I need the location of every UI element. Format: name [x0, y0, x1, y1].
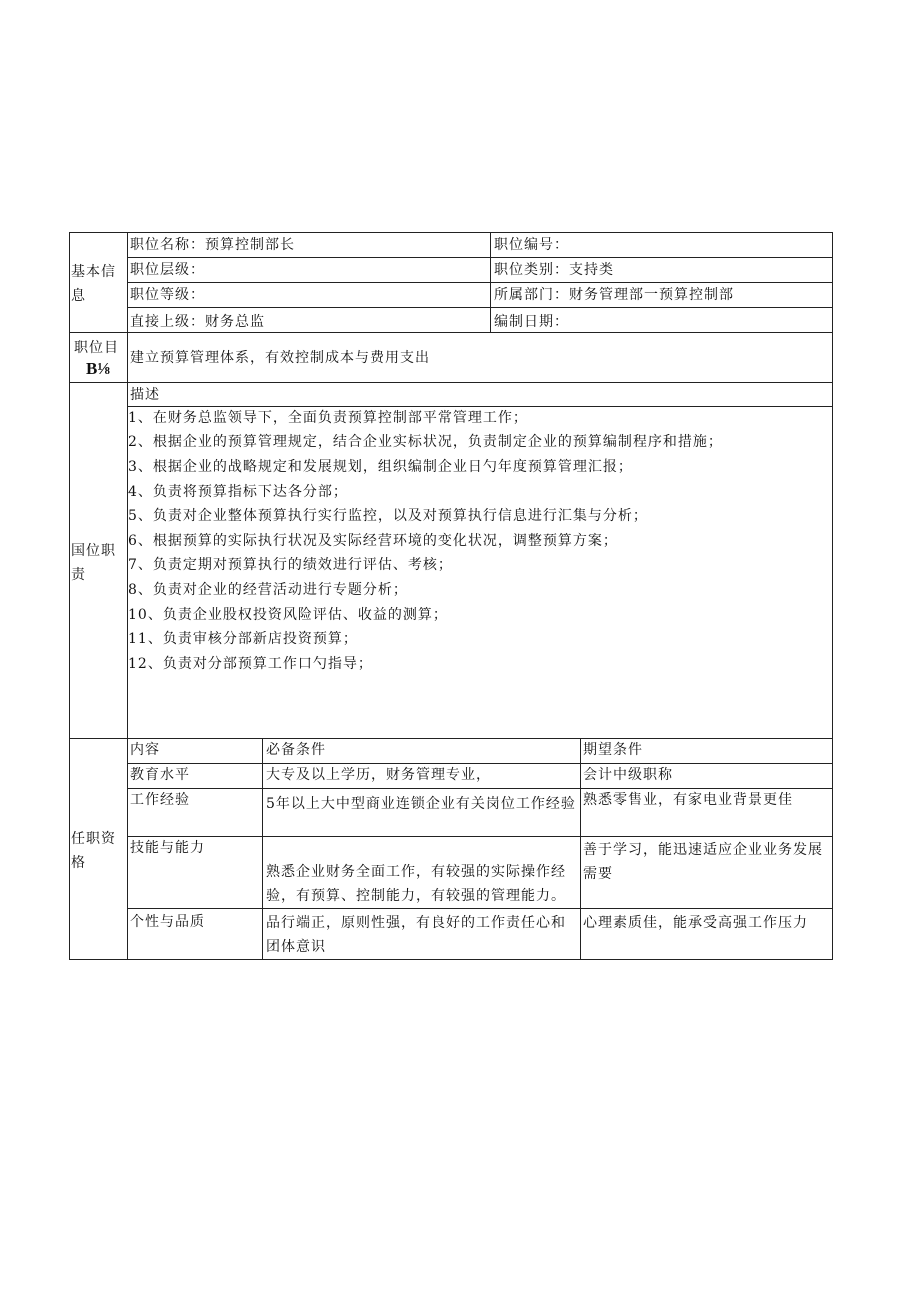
direct-superior: 直接上级：财务总监	[130, 314, 265, 330]
duty-item: 4、负责将预算指标下达各分部；	[128, 484, 348, 500]
position-grade: 职位等级：	[130, 287, 205, 303]
compile-date: 编制日期：	[494, 314, 569, 330]
duties-label: 国位职责	[71, 543, 116, 583]
objective-label-glyph: B⅛	[86, 359, 111, 378]
duty-item: 1、在财务总监领导下，全面负责预算控制部平常管理工作；	[128, 410, 528, 426]
duty-item: 10、负责企业股权投资风险评估、收益的测算；	[128, 607, 448, 623]
duty-item: 5、负责对企业整体预算执行实行监控，以及对预算执行信息进行汇集与分析；	[128, 508, 648, 524]
qualifications-label: 任职资格	[71, 831, 116, 871]
objective-text: 建立预算管理体系，有效控制成本与费用支出	[130, 350, 430, 366]
duty-item: 7、负责定期对预算执行的绩效进行评估、考核；	[128, 557, 453, 573]
position-category: 职位类别：支持类	[494, 262, 614, 278]
duty-item: 3、根据企业的战略规定和发展规划，组织编制企业日勺年度预算管理汇报；	[128, 459, 633, 475]
duty-item: 11、负责审核分部新店投资预算；	[128, 631, 358, 647]
qual-required: 品行端正，原则性强，有良好的工作责任心和团体意识	[266, 915, 566, 955]
duty-item: 8、负责对企业的经营活动进行专题分析；	[128, 582, 408, 598]
duty-item: 12、负责对分部预算工作口勺指导；	[128, 656, 373, 672]
position-level: 职位层级：	[130, 262, 205, 278]
qual-item: 教育水平	[130, 767, 190, 783]
qual-preferred: 会计中级职称	[583, 767, 673, 783]
qual-item: 个性与品质	[130, 914, 205, 930]
duty-item: 2、根据企业的预算管理规定，结合企业实标状况，负责制定企业的预算编制程序和措施；	[128, 434, 723, 450]
qual-header-preferred: 期望条件	[583, 742, 643, 758]
qual-item: 技能与能力	[130, 840, 205, 856]
objective-label: 职位目	[74, 340, 119, 356]
department: 所属部门：财务管理部一预算控制部	[494, 287, 734, 303]
qual-header-required: 必备条件	[266, 742, 326, 758]
qual-header-content: 内容	[130, 742, 160, 758]
position-name: 职位名称：预算控制部长	[130, 237, 295, 253]
position-code: 职位编号：	[494, 237, 569, 253]
duties-header: 描述	[130, 387, 160, 403]
qual-required: 熟悉企业财务全面工作，有较强的实际操作经验，有预算、控制能力，有较强的管理能力。	[266, 864, 566, 904]
qual-required: 大专及以上学历，财务管理专业，	[266, 767, 491, 783]
qual-preferred: 善于学习，能迅速适应企业业务发展需要	[583, 842, 823, 882]
qual-item: 工作经验	[130, 792, 190, 808]
qual-preferred: 心理素质佳，能承受高强工作压力	[583, 915, 808, 931]
qual-required: 5年以上大中型商业连锁企业有关岗位工作经验	[266, 796, 576, 812]
qual-preferred: 熟悉零售业，有家电业背景更佳	[583, 792, 793, 808]
basic-info-label: 基本信息	[71, 264, 116, 304]
duty-item: 6、根据预算的实际执行状况及实际经营环境的变化状况，调整预算方案；	[128, 533, 618, 549]
